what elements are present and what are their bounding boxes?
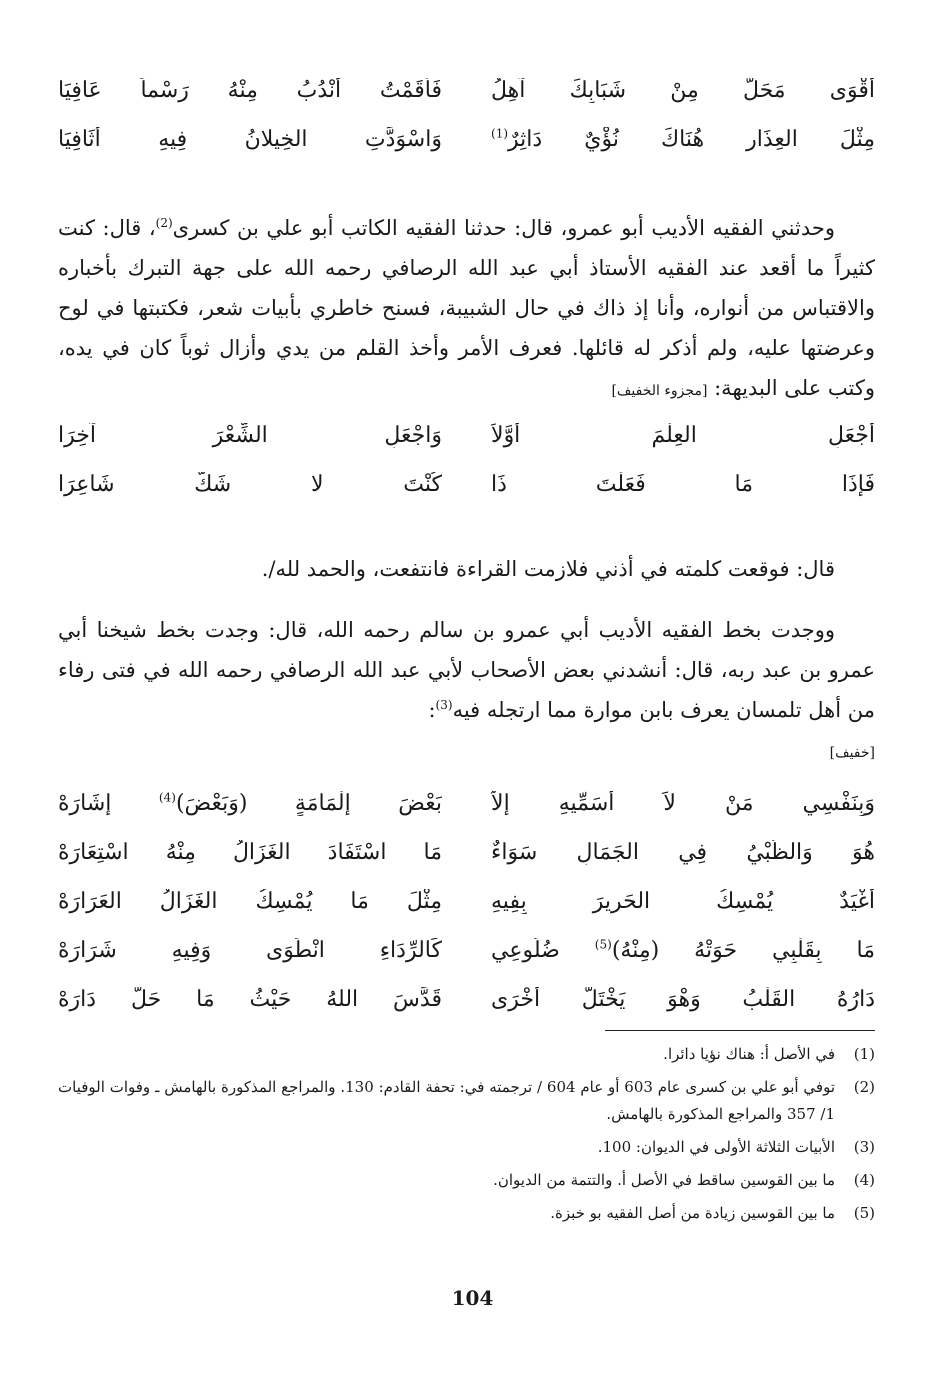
verse-right-hemistich: وَبِنَفْسِي مَنْ لاَ أُسَمِّيهِ إِلاَّ xyxy=(491,791,875,816)
footnote-marker: (1) xyxy=(491,127,509,141)
verse-left-hemistich: كَالرِّدَاءِ انْطَوَى وَفِيهِ شَرَارَهْ xyxy=(58,938,442,963)
verse-right-hemistich: دَارُهُ القَلْبُ وَهْوَ يَخْتَلُّ أُخْرَى xyxy=(491,987,875,1012)
verse-right-hemistich: هُوَ وَالظَّبْيُ فِي الجَمَالِ سَوَاءٌ xyxy=(491,840,875,865)
verse xyxy=(58,840,875,889)
verse-left-hemistich: مِثْلَ مَا يُمْسِكُ الغَزَالُ العَرَارَهْ xyxy=(58,889,442,914)
verse xyxy=(58,938,875,987)
footnote-number: (1) xyxy=(853,1045,875,1063)
verse-right-hemistich xyxy=(491,127,875,152)
footnote-text: في الأصل أ: هناك نؤيا دائرا. xyxy=(663,1045,835,1063)
hemistich-text: بَعْضَ إِلْمَامَةٍ (وَبَعْضَ) xyxy=(175,791,442,816)
paragraph-text: ، قال: كنت كثيراً ما أقعد عند الفقيه الأستاذ أبي عبد الله الرصافي رحمه الله على جهة التبرك بأخباره والاقتباس من أنواره، وأنا إذ ذاك في حال الشبيبة، فسنح خاطري بأبيات شعر، فكتبتها في لوح وعرضتها عليه، ولم أذكر له قائلها. فعرف الأمر وأخذ القلم من يدي وأزال ثوباً كان في يده، وكتب على البديهة: xyxy=(58,216,875,400)
verse-right-hemistich: أَجْعَلِ العِلْمَ أَوَّلاً xyxy=(491,423,875,448)
verse-left-hemistich xyxy=(58,791,442,816)
hemistich-text: إِشَارَهْ xyxy=(58,791,159,816)
meter-label: [مجزوء الخفيف] xyxy=(611,383,708,399)
footnote-number: (3) xyxy=(853,1138,875,1156)
footnote xyxy=(58,1041,875,1068)
paragraph-text: : xyxy=(428,698,436,722)
page-number: 104 xyxy=(451,1286,494,1310)
footnote-text: توفي أبو علي بن كسرى عام 603 أو عام 604 / ترجمته في: تحفة القادم: 130. والمراجع المذكورة بالهامش ـ وفوات الوفيات 1/ 357 والمراجع المذكورة بالهامش. xyxy=(58,1078,836,1123)
footnote xyxy=(58,1200,875,1227)
verse xyxy=(58,889,875,938)
footnote-number: (4) xyxy=(853,1171,875,1189)
verse-left-hemistich: كُنْتَ لا شَكَّ شَاعِرَا xyxy=(58,472,442,497)
footnote-list xyxy=(58,1041,875,1227)
verse xyxy=(58,78,875,127)
paragraph-text: وحدثني الفقيه الأديب أبو عمرو، قال: حدثنا الفقيه الكاتب أبو علي بن كسرى xyxy=(172,216,835,240)
footnote-text: الأبيات الثلاثة الأولى في الديوان: 100. xyxy=(597,1138,835,1156)
verse-left-hemistich: فَأَقَمْتُ أَنْدُبُ مِنْهُ رَسْماً عَافِيَا xyxy=(58,78,442,103)
footnote-marker: (4) xyxy=(158,791,176,805)
hemistich-text: مِثْلَ العِذَارِ هُنَاكَ نُؤْيٌ دَاثِرٌ xyxy=(508,127,875,152)
hemistich-text: مَا بِقَلْبِي حَوَتْهُ (مِنْهُ) xyxy=(611,938,875,963)
footnote-divider xyxy=(605,1030,875,1031)
verse-right-hemistich: فَإِذَا مَا فَعَلْتَ ذَا xyxy=(491,472,875,497)
footnotes xyxy=(58,1030,875,1233)
verse-right-hemistich: أَغْيَدٌ يُمْسِكُ الحَرِيرَ بِفِيهِ xyxy=(491,889,875,914)
verse-left-hemistich: وَاسْوَدَّتِ الخِيلانُ فِيهِ أَثَافِيَا xyxy=(58,127,442,152)
footnote-marker: (3) xyxy=(435,698,453,712)
verse xyxy=(58,127,875,176)
verse-left-hemistich: قَدَّسَ اللهُ حَيْثُ مَا حَلَّ دَارَهْ xyxy=(58,987,442,1012)
footnote xyxy=(58,1134,875,1161)
footnote xyxy=(58,1167,875,1194)
footnote-text: ما بين القوسين ساقط في الأصل أ. والتتمة من الديوان. xyxy=(493,1171,835,1189)
paragraph-1 xyxy=(58,208,875,411)
verse-right-hemistich xyxy=(491,938,875,963)
poem-2 xyxy=(58,423,875,521)
poem-3 xyxy=(58,791,875,1036)
verse-left-hemistich: مَا اسْتَفَادَ الغَزَالُ مِنْهُ اسْتِعَارَهْ xyxy=(58,840,442,865)
meter-label: [خفيف] xyxy=(829,745,875,761)
paragraph-text: ووجدت بخط الفقيه الأديب أبي عمرو بن سالم رحمه الله، قال: وجدت بخط شيخنا أبي عمرو بن عبد ربه، قال: أنشدني بعض الأصحاب لأبي عبد الله الرصافي رحمه الله في فتى رفاء من أهل تلمسان يعرف بابن موارة مما ارتجله فيه xyxy=(58,618,875,722)
footnote-number: (2) xyxy=(853,1078,875,1096)
footnote-number: (5) xyxy=(853,1204,875,1222)
footnote-marker: (2) xyxy=(155,216,173,230)
footnote xyxy=(58,1074,875,1128)
verse-left-hemistich: وَاجْعَلِ الشِّعْرَ آخِرَا xyxy=(58,423,442,448)
verse xyxy=(58,791,875,840)
hemistich-text: ضُلُوعِي xyxy=(491,938,595,963)
footnote-text: ما بين القوسين زيادة من أصل الفقيه بو خبزة. xyxy=(550,1204,835,1222)
verse xyxy=(58,987,875,1036)
paragraph-2: قال: فوقعت كلمته في أذني فلازمت القراءة فانتفعت، والحمد لله/. xyxy=(261,557,835,581)
verse xyxy=(58,423,875,472)
verse-right-hemistich: أَقْوَى مَحَلُّ مِنْ شَبَابِكَ آهِلُ xyxy=(491,78,875,103)
paragraph-3 xyxy=(58,610,875,773)
poem-1 xyxy=(58,78,875,176)
verse xyxy=(58,472,875,521)
footnote-marker: (5) xyxy=(594,938,612,952)
